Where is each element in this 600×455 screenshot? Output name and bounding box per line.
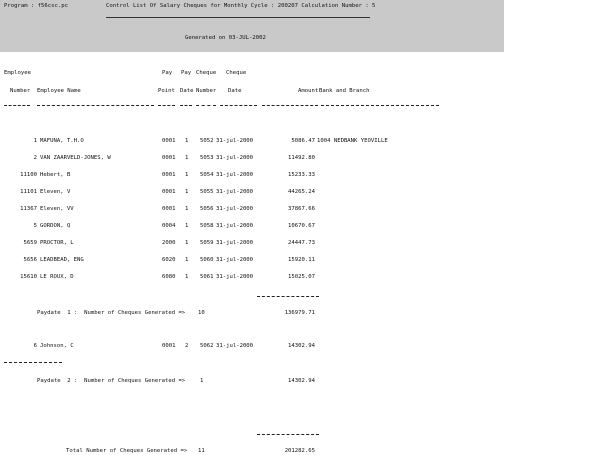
employee-name: LEADBEAD, ENG bbox=[40, 257, 84, 263]
col-name-header: Employee Name bbox=[37, 88, 81, 94]
cheque-number: 5052 bbox=[200, 138, 214, 144]
pay-point: 0004 bbox=[162, 223, 176, 229]
amount: 11492.80 bbox=[288, 155, 315, 161]
employee-number: 5 bbox=[33, 223, 37, 229]
cheque-date: 31-jul-2000 bbox=[216, 257, 254, 263]
cheque-number: 5058 bbox=[200, 223, 214, 229]
col-date-header: Date bbox=[180, 88, 194, 94]
col-employee-header: Employee bbox=[4, 70, 31, 76]
grand-total-label: Total Number of Cheques Generated => bbox=[66, 448, 188, 454]
cheque-number: 5060 bbox=[200, 257, 214, 263]
grand-total-count: 11 bbox=[198, 448, 205, 454]
cheque-number: 5056 bbox=[200, 206, 214, 212]
pay-date: 1 bbox=[185, 138, 189, 144]
pay-point: 0001 bbox=[162, 189, 176, 195]
separator bbox=[4, 362, 62, 363]
grand-total-rule bbox=[257, 434, 319, 435]
pay-date: 1 bbox=[185, 172, 189, 178]
cheque-number: 5059 bbox=[200, 240, 214, 246]
amount: 15233.33 bbox=[288, 172, 315, 178]
employee-name: Johnson, C bbox=[40, 343, 74, 349]
summary-total: 136979.71 bbox=[284, 310, 315, 316]
cheque-date: 31-jul-2000 bbox=[216, 206, 254, 212]
employee-name: Hebert, B bbox=[40, 172, 71, 178]
employee-number: 5659 bbox=[23, 240, 37, 246]
amount: 5086.47 bbox=[291, 138, 315, 144]
summary-count: 1 bbox=[200, 378, 204, 384]
summary-total: 14302.94 bbox=[288, 378, 315, 384]
pay-date: 1 bbox=[185, 223, 189, 229]
employee-name: VAN ZAARVELD-JONES, W bbox=[40, 155, 111, 161]
pay-point: 2000 bbox=[162, 240, 176, 246]
employee-name: GORDON, Q bbox=[40, 223, 71, 229]
pay-date: 1 bbox=[185, 206, 189, 212]
cheque-number: 5061 bbox=[200, 274, 214, 280]
col-cheque-header: Cheque bbox=[196, 70, 217, 76]
employee-name: Eleven, VV bbox=[40, 206, 74, 212]
amount: 44265.24 bbox=[288, 189, 315, 195]
col-point-header: Point bbox=[158, 88, 175, 94]
separator bbox=[180, 105, 192, 106]
separator bbox=[262, 105, 318, 106]
separator bbox=[158, 105, 175, 106]
amount: 10670.67 bbox=[288, 223, 315, 229]
pay-point: 0001 bbox=[162, 343, 176, 349]
pay-point: 0001 bbox=[162, 138, 176, 144]
pay-point: 0001 bbox=[162, 155, 176, 161]
cheque-number: 5054 bbox=[200, 172, 214, 178]
cheque-date: 31-jul-2000 bbox=[216, 274, 254, 280]
subtotal-rule bbox=[257, 296, 319, 297]
amount: 15025.07 bbox=[288, 274, 315, 280]
cheque-date: 31-jul-2000 bbox=[216, 240, 254, 246]
amount: 15920.11 bbox=[288, 257, 315, 263]
cheque-date: 31-jul-2000 bbox=[216, 155, 254, 161]
pay-point: 6020 bbox=[162, 257, 176, 263]
generated-date: Generated on 03-JUL-2002 bbox=[185, 35, 266, 41]
pay-point: 0001 bbox=[162, 172, 176, 178]
separator bbox=[4, 105, 30, 106]
col-cheque2-header: Cheque bbox=[226, 70, 247, 76]
employee-name: MAFUNA, T.H.O bbox=[40, 138, 84, 144]
separator bbox=[321, 105, 439, 106]
pay-date: 1 bbox=[185, 155, 189, 161]
pay-date: 2 bbox=[185, 343, 189, 349]
separator bbox=[220, 105, 257, 106]
cheque-date: 31-jul-2000 bbox=[216, 189, 254, 195]
employee-number: 1 bbox=[33, 138, 37, 144]
report-title: Control List Of Salary Cheques for Monthly Cycle : 200207 Calculation Number : 5 bbox=[106, 3, 376, 9]
employee-number: 6 bbox=[33, 343, 37, 349]
title-underline bbox=[106, 17, 370, 18]
employee-number: 11101 bbox=[20, 189, 37, 195]
col-chq-date-header: Date bbox=[228, 88, 242, 94]
employee-name: Eleven, V bbox=[40, 189, 71, 195]
cheque-date: 31-jul-2000 bbox=[216, 172, 254, 178]
pay-date: 1 bbox=[185, 274, 189, 280]
amount: 24447.73 bbox=[288, 240, 315, 246]
employee-number: 2 bbox=[33, 155, 37, 161]
program-name: Program : f56csc.pc bbox=[4, 3, 68, 9]
amount: 37867.66 bbox=[288, 206, 315, 212]
pay-date: 1 bbox=[185, 189, 189, 195]
pay-point: 0001 bbox=[162, 206, 176, 212]
cheque-date: 31-jul-2000 bbox=[216, 223, 254, 229]
summary-label: Paydate 1 : Number of Cheques Generated => bbox=[37, 310, 186, 316]
employee-number: 11367 bbox=[20, 206, 37, 212]
cheque-number: 5062 bbox=[200, 343, 214, 349]
employee-number: 15610 bbox=[20, 274, 37, 280]
summary-label: Paydate 2 : Number of Cheques Generated => bbox=[37, 378, 186, 384]
col-chq-number-header: Number bbox=[196, 88, 217, 94]
cheque-number: 5055 bbox=[200, 189, 214, 195]
employee-number: 11100 bbox=[20, 172, 37, 178]
col-bank-header: Bank and Branch bbox=[319, 88, 370, 94]
bank-branch: 1004 NEDBANK YEOVILLE bbox=[317, 138, 388, 144]
employee-number: 5656 bbox=[23, 257, 37, 263]
grand-total-amount: 201282.65 bbox=[284, 448, 315, 454]
col-pay-header: Pay bbox=[162, 70, 173, 76]
col-number-header: Number bbox=[10, 88, 31, 94]
employee-name: PROCTOR, L bbox=[40, 240, 74, 246]
summary-count: 10 bbox=[198, 310, 205, 316]
cheque-date: 31-jul-2000 bbox=[216, 138, 254, 144]
pay-date: 1 bbox=[185, 257, 189, 263]
cheque-date: 31-jul-2000 bbox=[216, 343, 254, 349]
cheque-number: 5053 bbox=[200, 155, 214, 161]
separator bbox=[37, 105, 154, 106]
col-pay2-header: Pay bbox=[181, 70, 192, 76]
separator bbox=[196, 105, 216, 106]
amount: 14302.94 bbox=[288, 343, 315, 349]
pay-date: 1 bbox=[185, 240, 189, 246]
col-amount-header: Amount bbox=[298, 88, 319, 94]
pay-point: 6080 bbox=[162, 274, 176, 280]
employee-name: LE ROUX, D bbox=[40, 274, 74, 280]
